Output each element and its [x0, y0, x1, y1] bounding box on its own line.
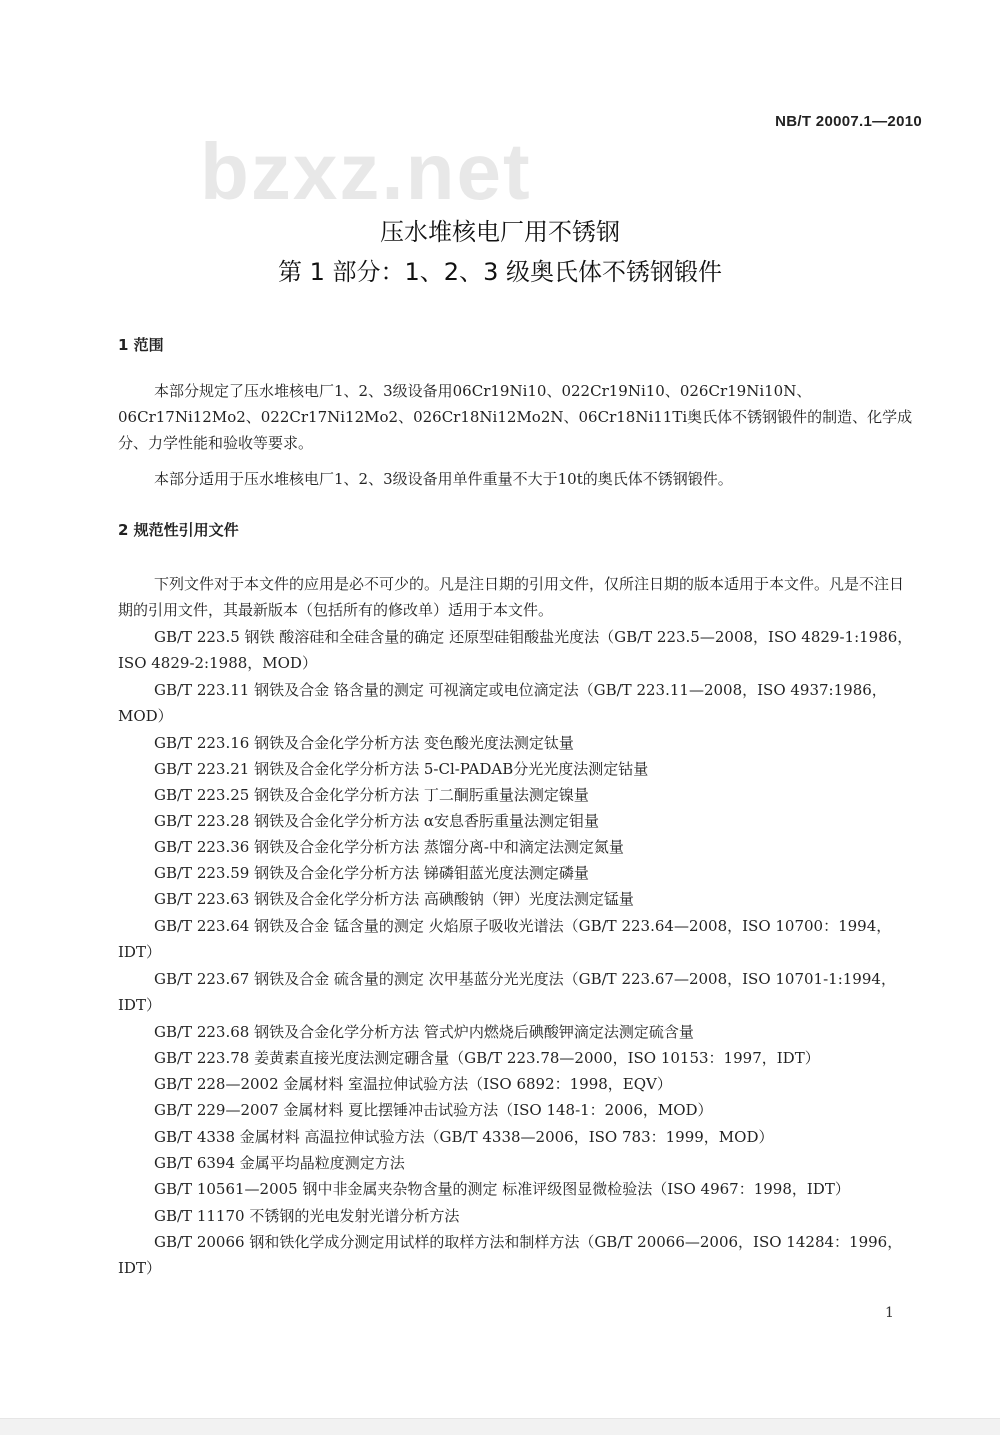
section-heading-normative-references: 2 规范性引用文件	[118, 521, 239, 539]
reference-item: GB/T 223.16 钢铁及合金化学分析方法 变色酸光度法测定钛量	[154, 734, 574, 752]
document-title-line1: 压水堆核电厂用不锈钢	[380, 218, 620, 246]
reference-item: GB/T 4338 金属材料 高温拉伸试验方法（GB/T 4338—2006，ISO 783：1999，MOD）	[154, 1128, 774, 1146]
viewer-bottom-edge	[0, 1418, 1000, 1435]
reference-item: GB/T 223.28 钢铁及合金化学分析方法 α安息香肟重量法测定钼量	[154, 812, 599, 830]
reference-item: GB/T 20066 钢和铁化学成分测定用试样的取样方法和制样方法（GB/T 20066—2006，ISO 14284：1996，IDT）	[118, 1233, 903, 1277]
reference-item: GB/T 223.67 钢铁及合金 硫含量的测定 次甲基蓝分光光度法（GB/T 223.67—2008，ISO 10701-1:1994，IDT）	[118, 970, 896, 1014]
standard-code: NB/T 20007.1—2010	[775, 113, 922, 130]
reference-item: GB/T 10561—2005 钢中非金属夹杂物含量的测定 标准评级图显微检验法（ISO 4967：1998，IDT）	[154, 1180, 850, 1198]
watermark: bzxz.net	[200, 127, 532, 216]
reference-item: GB/T 223.25 钢铁及合金化学分析方法 丁二酮肟重量法测定镍量	[154, 786, 589, 804]
references-intro-paragraph: 下列文件对于本文件的应用是必不可少的。凡是注日期的引用文件，仅所注日期的版本适用于本文件。凡是不注日期的引用文件，其最新版本（包括所有的修改单）适用于本文件。	[118, 575, 905, 619]
reference-item: GB/T 223.59 钢铁及合金化学分析方法 锑磷钼蓝光度法测定磷量	[154, 864, 589, 882]
reference-item: GB/T 223.68 钢铁及合金化学分析方法 管式炉内燃烧后碘酸钾滴定法测定硫含量	[154, 1023, 694, 1041]
reference-item: GB/T 223.64 钢铁及合金 锰含量的测定 火焰原子吸收光谱法（GB/T 223.64—2008，ISO 10700：1994，IDT）	[118, 917, 892, 961]
reference-item: GB/T 223.36 钢铁及合金化学分析方法 蒸馏分离-中和滴定法测定氮量	[154, 838, 624, 856]
reference-item: GB/T 11170 不锈钢的光电发射光谱分析方法	[154, 1207, 460, 1225]
scope-paragraph-1: 本部分规定了压水堆核电厂1、2、3级设备用06Cr19Ni10、022Cr19Ni10、026Cr19Ni10N、06Cr17Ni12Mo2、022Cr17Ni12Mo2、026Cr18Ni12Mo2N、06Cr18Ni11Ti奥氏体不锈钢锻件的制造、化学成分、力学性能和验收等要求。	[118, 382, 913, 452]
reference-item: GB/T 229—2007 金属材料 夏比摆锤冲击试验方法（ISO 148-1：2006，MOD）	[154, 1101, 713, 1119]
reference-item: GB/T 223.21 钢铁及合金化学分析方法 5-Cl-PADAB分光光度法测定钴量	[154, 760, 649, 778]
page-number: 1	[885, 1305, 894, 1321]
reference-item: GB/T 223.63 钢铁及合金化学分析方法 高碘酸钠（钾）光度法测定锰量	[154, 890, 634, 908]
document-title-line2: 第 1 部分：1、2、3 级奥氏体不锈钢锻件	[278, 258, 722, 286]
reference-item: GB/T 223.11 钢铁及合金 铬含量的测定 可视滴定或电位滴定法（GB/T 223.11—2008，ISO 4937:1986，MOD）	[118, 681, 887, 725]
reference-item: GB/T 6394 金属平均晶粒度测定方法	[154, 1154, 405, 1172]
reference-item: GB/T 223.78 姜黄素直接光度法测定硼含量（GB/T 223.78—2000，ISO 10153：1997，IDT）	[154, 1049, 820, 1067]
section-heading-scope: 1 范围	[118, 336, 164, 354]
reference-item: GB/T 228—2002 金属材料 室温拉伸试验方法（ISO 6892：1998，EQV）	[154, 1075, 672, 1093]
reference-item: GB/T 223.5 钢铁 酸溶硅和全硅含量的确定 还原型硅钼酸盐光度法（GB/T 223.5—2008，ISO 4829-1:1986，ISO 4829-2:1988，MOD）	[118, 628, 913, 672]
scope-paragraph-2: 本部分适用于压水堆核电厂1、2、3级设备用单件重量不大于10t的奥氏体不锈钢锻件。	[154, 470, 733, 488]
